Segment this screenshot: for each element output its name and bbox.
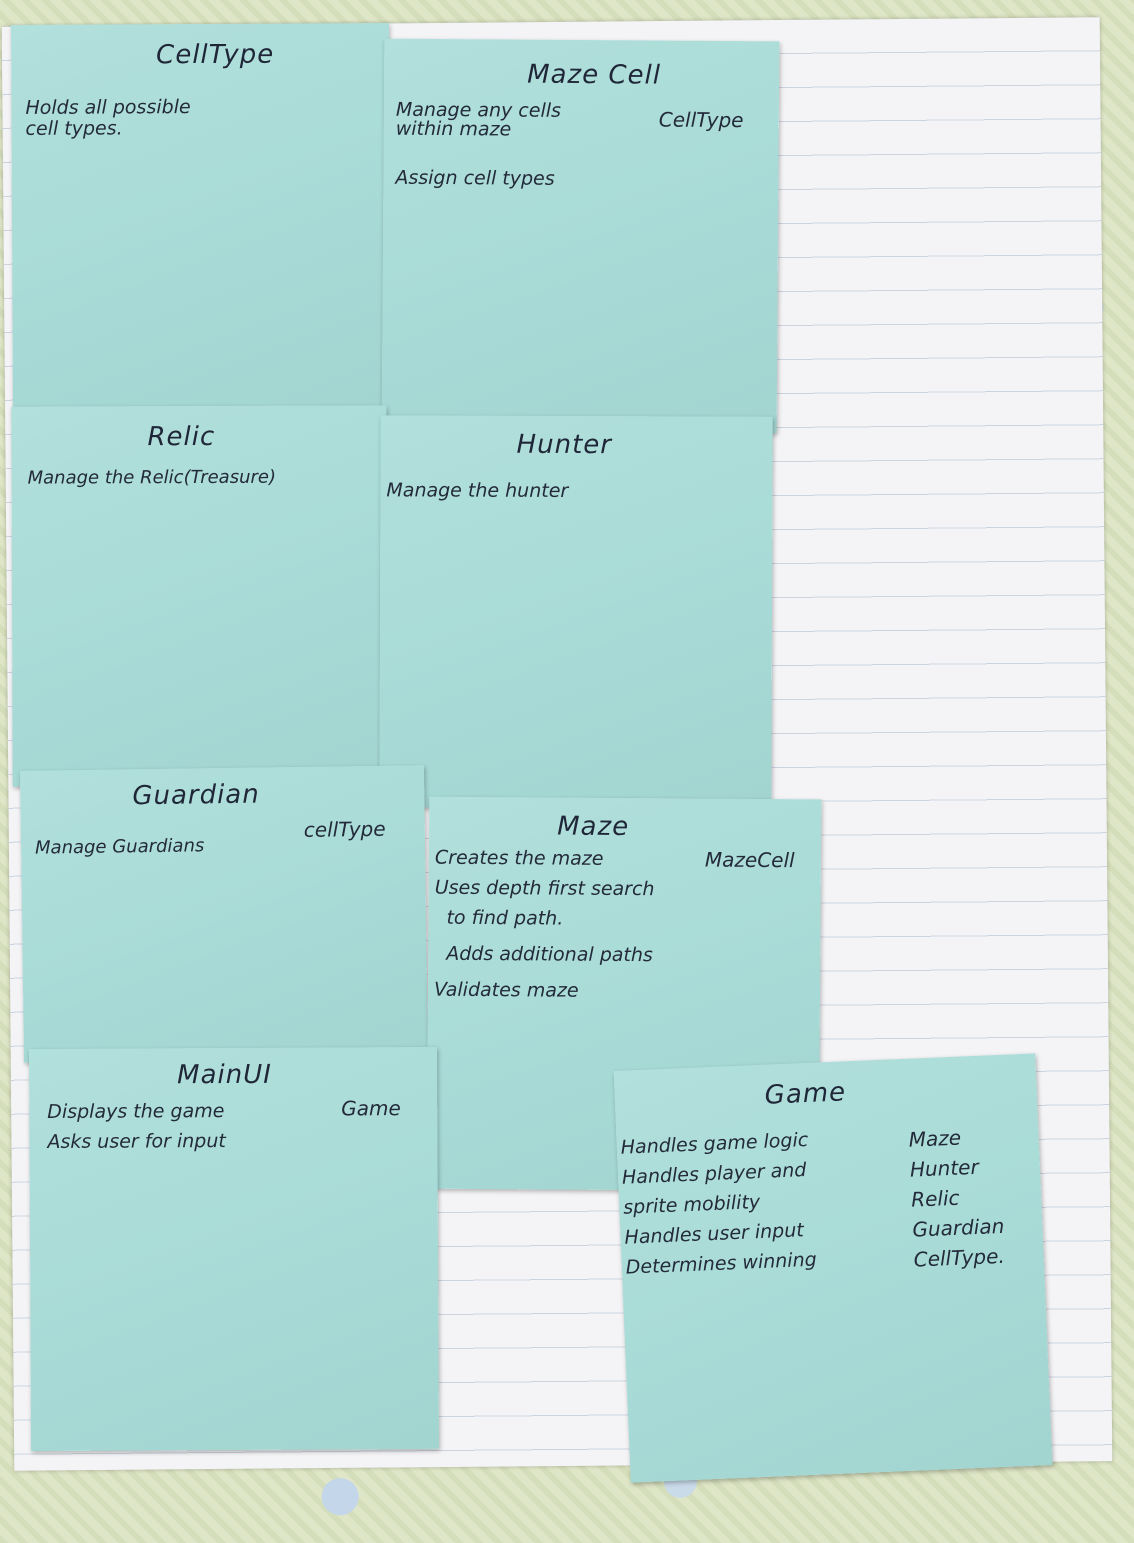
sticky-note-maze-cell	[382, 39, 780, 434]
responsibility-line: Handles player and	[621, 1159, 807, 1189]
responsibility-line: Handles user input	[624, 1219, 805, 1249]
note-collaborators	[304, 816, 386, 844]
responsibility-line: to find path.	[446, 906, 564, 930]
note-title: Relic	[147, 421, 216, 453]
note-collaborators	[341, 1095, 401, 1122]
responsibility-line: Validates maze	[433, 978, 579, 1002]
collaborator-line: CellType.	[913, 1243, 1006, 1272]
responsibility-line: Determines winning	[625, 1248, 818, 1279]
note-title: Hunter	[516, 429, 613, 461]
responsibility-line: Manage Guardians	[34, 835, 205, 859]
responsibility-line: Creates the maze	[434, 846, 604, 870]
note-responsibilities	[47, 1096, 226, 1157]
note-title: Game	[764, 1077, 847, 1111]
note-title: MainUI	[177, 1059, 272, 1091]
collaborator-line: Guardian	[911, 1213, 1005, 1242]
responsibility-line: Handles game logic	[620, 1128, 809, 1159]
note-responsibilities	[395, 97, 561, 193]
note-responsibilities	[434, 843, 655, 1007]
collaborator-line: CellType	[658, 107, 744, 133]
note-title: Maze	[557, 811, 630, 843]
collaborator-line: Relic	[910, 1185, 960, 1212]
sticky-note-celltype	[11, 23, 391, 417]
note-responsibilities	[28, 464, 276, 492]
responsibility-line: cell types.	[25, 117, 123, 140]
responsibility-line: Displays the game	[47, 1100, 225, 1123]
responsibility-line: Assign cell types	[395, 166, 555, 190]
responsibility-line: Manage the hunter	[386, 479, 569, 502]
note-responsibilities	[35, 832, 205, 861]
responsibility-line: Uses depth first search	[434, 876, 655, 901]
note-collaborators	[659, 107, 744, 135]
sticky-note-hunter	[379, 415, 772, 808]
note-responsibilities	[386, 477, 568, 505]
note-title: Maze Cell	[527, 59, 662, 91]
responsibility-line: Manage any cells	[395, 98, 562, 122]
sticky-note-game	[614, 1053, 1053, 1482]
collaborator-line: Hunter	[909, 1154, 980, 1182]
responsibility-line: sprite mobility	[622, 1191, 761, 1219]
sticky-note-mainui	[29, 1047, 439, 1451]
responsibility-line: Adds additional paths	[446, 942, 653, 967]
responsibility-line: within maze	[395, 117, 512, 141]
collaborator-line: cellType	[303, 816, 386, 842]
sticky-note-relic	[11, 405, 387, 786]
note-title: Guardian	[132, 779, 260, 812]
sticky-note-guardian	[20, 765, 428, 1063]
note-collaborators	[908, 1121, 1006, 1275]
collaborator-line: Game	[341, 1096, 401, 1121]
note-collaborators	[705, 847, 795, 875]
responsibility-line: Manage the Relic(Treasure)	[27, 466, 276, 489]
responsibility-line: Holds all possible	[25, 96, 191, 119]
note-title: CellType	[156, 39, 275, 71]
note-responsibilities	[25, 94, 190, 143]
collaborator-line: Maze	[908, 1125, 962, 1152]
note-responsibilities	[620, 1125, 817, 1283]
responsibility-line: Asks user for input	[47, 1130, 226, 1153]
collaborator-line: MazeCell	[704, 847, 795, 873]
